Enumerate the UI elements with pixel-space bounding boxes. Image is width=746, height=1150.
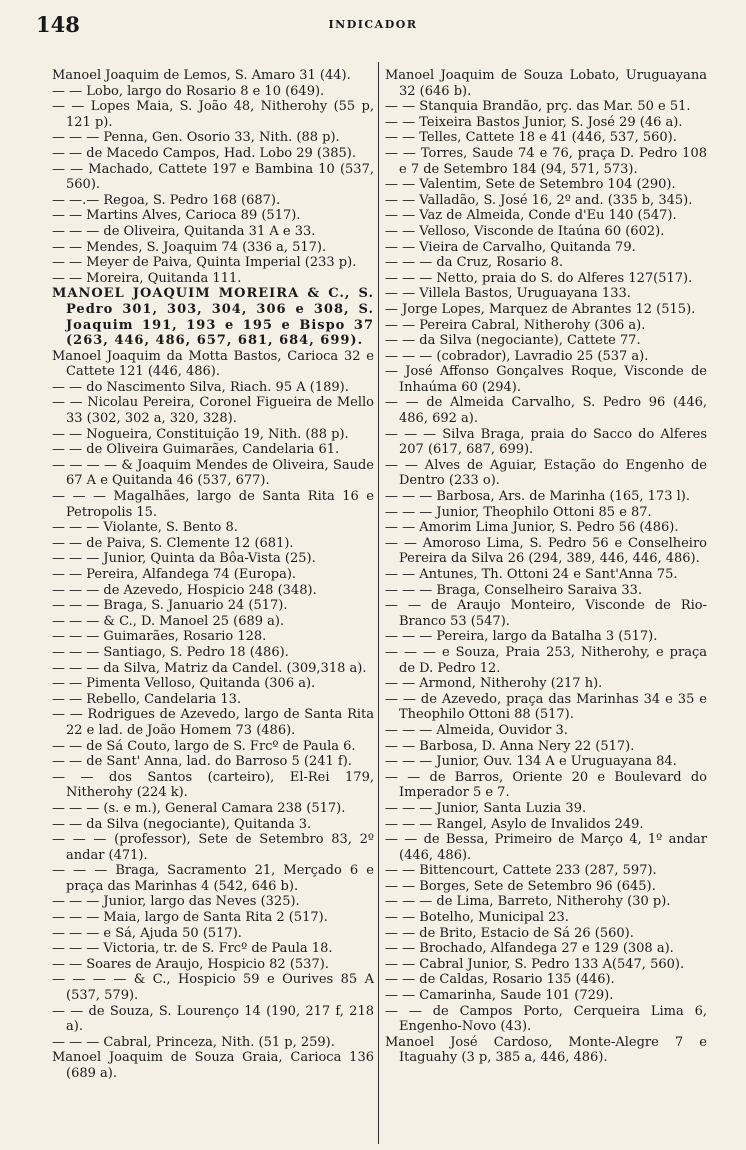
directory-entry: — — Amorim Lima Junior, S. Pedro 56 (486).	[385, 520, 679, 536]
directory-entry: — — — Junior, Ouv. 134 A e Uruguayana 84.	[385, 754, 677, 770]
directory-entry: — — — — & C., Hospicio 59 e Ourives 85 A (537, 579).	[52, 972, 374, 1004]
directory-entry: — — Nicolau Pereira, Coronel Figueira de Mello 33 (302, 302 a, 320, 328).	[52, 395, 374, 427]
directory-entry: — — de Paiva, S. Clemente 12 (681).	[52, 535, 294, 551]
directory-entry: — — Teixeira Bastos Junior, S. José 29 (46 a).	[385, 114, 683, 130]
directory-entry: — — — Penna, Gen. Osorio 33, Nith. (88 p).	[52, 130, 340, 146]
directory-entry: Manoel Joaquim de Souza Lobato, Uruguayana 32 (646 b).	[385, 68, 707, 99]
directory-entry: Manoel Joaquim de Lemos, S. Amaro 31 (44).	[52, 68, 351, 83]
running-title: INDICADOR	[328, 18, 418, 31]
directory-entry: — — Meyer de Paiva, Quinta Imperial (233 p).	[52, 255, 357, 271]
directory-entry: — — — Violante, S. Bento 8.	[52, 520, 238, 536]
left-column	[52, 68, 374, 1082]
directory-entry: — — — da Cruz, Rosario 8.	[385, 255, 564, 271]
directory-entry: — — Camarinha, Saude 101 (729).	[385, 988, 614, 1004]
right-column	[385, 68, 707, 1066]
directory-entry: — — — Junior, Santa Luzia 39.	[385, 800, 587, 816]
directory-entry: — — — Braga, Conselheiro Saraiva 33.	[385, 582, 642, 598]
directory-entry: — — Lobo, largo do Rosario 8 e 10 (649).	[52, 83, 325, 99]
directory-entry: — — Velloso, Visconde de Itaúna 60 (602).	[385, 223, 665, 239]
directory-entry: — — de Oliveira Guimarães, Candelaria 61.	[52, 442, 340, 458]
directory-entry: — — Amoroso Lima, S. Pedro 56 e Conselheiro Pereira da Silva 26 (294, 389, 446, 446, 486).	[385, 535, 707, 567]
directory-entry: — — Moreira, Quitanda 111.	[52, 270, 242, 286]
directory-entry: — — da Silva (negociante), Quitanda 3.	[52, 816, 312, 832]
directory-entry: — — Rodrigues de Azevedo, largo de Santa Rita 22 e lad. de João Homem 73 (486).	[52, 707, 374, 738]
directory-entry: — — de Azevedo, praça das Marinhas 34 e 35 e Theophilo Ottoni 88 (517).	[385, 691, 707, 723]
directory-entry: — — — Braga, S. Januario 24 (517).	[52, 598, 288, 614]
directory-entry: Manoel Joaquim de Souza Graia, Carioca 136 (689 a).	[52, 1050, 374, 1081]
directory-entry: — — de Souza, S. Lourenço 14 (190, 217 f, 218 a).	[52, 1003, 374, 1035]
directory-entry: — — Soares de Araujo, Hospicio 82 (537).	[52, 956, 329, 972]
directory-entry: — — — Braga, Sacramento 21, Merçado 6 e praça das Marinhas 4 (542, 646 b).	[52, 863, 374, 894]
directory-entry: — — — Almeida, Ouvidor 3.	[385, 722, 568, 738]
directory-entry: MANOEL JOAQUIM MOREIRA & C., S. Pedro 301, 303, 304, 306 e 308, S. Joaquim 191, 193 e 195 e Bispo 37 (263, 446, 486, 657, 681, 684, 699).	[52, 286, 374, 349]
directory-entry: — — Brochado, Alfandega 27 e 129 (308 a).	[385, 941, 674, 957]
directory-entry: — José Affonso Gonçalves Roque, Visconde de Inhaúma 60 (294).	[385, 364, 707, 395]
directory-entry: — — Botelho, Municipal 23.	[385, 910, 569, 926]
directory-entry: — — — & C., D. Manoel 25 (689 a).	[52, 613, 285, 629]
directory-entry: — — — Guimarães, Rosario 128.	[52, 629, 267, 645]
directory-entry: — — Borges, Sete de Setembro 96 (645).	[385, 878, 656, 894]
directory-entry: — — Villela Bastos, Uruguayana 133.	[385, 286, 631, 302]
directory-entry: — — Martins Alves, Carioca 89 (517).	[52, 208, 301, 224]
directory-entry: — — — Magalhães, largo de Santa Rita 16 e Petropolis 15.	[52, 489, 374, 520]
directory-entry: — — de Bessa, Primeiro de Março 4, 1º andar (446, 486).	[385, 832, 707, 863]
directory-entry: — —.— Regoa, S. Pedro 168 (687).	[52, 192, 281, 208]
directory-entry: — — Torres, Saude 74 e 76, praça D. Pedro 108 e 7 de Setembro 184 (94, 571, 573).	[385, 145, 707, 177]
directory-entry: — — do Nascimento Silva, Riach. 95 A (189).	[52, 379, 349, 395]
directory-entry: — — Pereira Cabral, Nitherohy (306 a).	[385, 317, 646, 333]
directory-entry: — — de Sant' Anna, lad. do Barroso 5 (241 f).	[52, 754, 352, 770]
directory-entry: — — de Campos Porto, Cerqueira Lima 6, Engenho-Novo (43).	[385, 1003, 707, 1035]
directory-entry: — — — Junior, Quinta da Bôa-Vista (25).	[52, 551, 316, 567]
directory-entry: — — Alves de Aguiar, Estação do Engenho de Dentro (233 o).	[385, 457, 707, 489]
directory-entry: — — — da Silva, Matriz da Candel. (309,318 a).	[52, 660, 367, 676]
directory-entry: — — — Barbosa, Ars. de Marinha (165, 173 l).	[385, 489, 690, 505]
directory-entry: — — — de Oliveira, Quitanda 31 A e 33.	[52, 223, 316, 239]
directory-entry: Manoel José Cardoso, Monte-Alegre 7 e Itaguahy (3 p, 385 a, 446, 486).	[385, 1034, 707, 1066]
directory-entry: — — Vaz de Almeida, Conde d'Eu 140 (547).	[385, 208, 677, 224]
directory-entry: — — Valentim, Sete de Setembro 104 (290).	[385, 177, 676, 193]
directory-entry: — — — Santiago, S. Pedro 18 (486).	[52, 644, 289, 660]
directory-entry: — — — — & Joaquim Mendes de Oliveira, Saude 67 A e Quitanda 46 (537, 677).	[52, 457, 374, 489]
directory-entry: — Jorge Lopes, Marquez de Abrantes 12 (515).	[385, 301, 696, 317]
directory-entry: — — — (professor), Sete de Setembro 83, 2º andar (471).	[52, 832, 374, 863]
directory-entry: — — Pereira, Alfandega 74 (Europa).	[52, 567, 297, 582]
page-number: 148	[36, 12, 80, 37]
directory-entry: — — — Junior, largo das Neves (325).	[52, 894, 300, 910]
directory-entry: — — Machado, Cattete 197 e Bambina 10 (537, 560).	[52, 161, 374, 193]
directory-entry: — — — Cabral, Princeza, Nith. (51 p, 259).	[52, 1034, 335, 1050]
directory-entry: — — Armond, Nitherohy (217 h).	[385, 676, 603, 692]
directory-entry: — — — Netto, praia do S. do Alferes 127(517).	[385, 270, 693, 286]
directory-entry: — — Pimenta Velloso, Quitanda (306 a).	[52, 676, 316, 692]
directory-entry: — — — de Lima, Barreto, Nitherohy (30 p).	[385, 894, 671, 910]
directory-entry: — — de Sá Couto, largo de S. Frcº de Paula 6.	[52, 738, 356, 754]
directory-entry: — — Nogueira, Constituição 19, Nith. (88 p).	[52, 426, 349, 442]
column-divider	[378, 62, 379, 1144]
directory-entry: — — — Silva Braga, praia do Sacco do Alferes 207 (617, 687, 699).	[385, 426, 707, 458]
page-header	[0, 0, 746, 50]
directory-entry: — — — Junior, Theophilo Ottoni 85 e 87.	[385, 504, 652, 520]
directory-entry: — — — Pereira, largo da Batalha 3 (517).	[385, 629, 658, 645]
directory-entry: — — — de Azevedo, Hospicio 248 (348).	[52, 582, 317, 598]
directory-entry: — — Vieira de Carvalho, Quitanda 79.	[385, 239, 636, 255]
directory-entry: — — Stanquia Brandão, prç. das Mar. 50 e 51.	[385, 99, 691, 115]
directory-entry: — — — Maia, largo de Santa Rita 2 (517).	[52, 910, 328, 926]
directory-entry: — — Cabral Junior, S. Pedro 133 A(547, 560).	[385, 956, 685, 972]
directory-entry: — — da Silva (negociante), Cattete 77.	[385, 333, 641, 349]
directory-entry: — — Valladão, S. José 16, 2º and. (335 b, 345).	[385, 192, 693, 208]
directory-entry: — — Telles, Cattete 18 e 41 (446, 537, 560).	[385, 130, 677, 146]
directory-entry: — — de Caldas, Rosario 135 (446).	[385, 972, 615, 988]
directory-entry: — — de Brito, Estacio de Sá 26 (560).	[385, 925, 634, 941]
directory-entry: — — Lopes Maia, S. João 48, Nitherohy (55 p, 121 p).	[52, 99, 374, 130]
directory-entry: Manoel Joaquim da Motta Bastos, Carioca 32 e Cattete 121 (446, 486).	[52, 348, 374, 380]
directory-entry: — — — e Souza, Praia 253, Nitherohy, e praça de D. Pedro 12.	[385, 644, 707, 676]
directory-entry: — — de Almeida Carvalho, S. Pedro 96 (446, 486, 692 a).	[385, 395, 707, 427]
directory-entry: — — Antunes, Th. Ottoni 24 e Sant'Anna 75.	[385, 567, 678, 582]
directory-entry: — — Mendes, S. Joaquim 74 (336 a, 517).	[52, 239, 327, 255]
directory-entry: — — dos Santos (carteiro), El-Rei 179, Nitherohy (224 k).	[52, 769, 374, 801]
directory-entry: — — Rebello, Candelaria 13.	[52, 691, 242, 707]
directory-entry: — — de Araujo Monteiro, Visconde de Rio-Branco 53 (547).	[385, 598, 707, 629]
directory-entry: — — Barbosa, D. Anna Nery 22 (517).	[385, 738, 635, 754]
directory-entry: — — Bittencourt, Cattete 233 (287, 597).	[385, 863, 657, 879]
directory-entry: — — — Victoria, tr. de S. Frcº de Paula 18.	[52, 941, 333, 957]
directory-entry: — — de Barros, Oriente 20 e Boulevard do Imperador 5 e 7.	[385, 769, 707, 801]
directory-entry: — — — (cobrador), Lavradio 25 (537 a).	[385, 348, 649, 364]
directory-entry: — — — Rangel, Asylo de Invalidos 249.	[385, 816, 644, 832]
directory-entry: — — — (s. e m.), General Camara 238 (517).	[52, 800, 346, 816]
directory-entry: — — — e Sá, Ajuda 50 (517).	[52, 925, 242, 941]
directory-entry: — — de Macedo Campos, Had. Lobo 29 (385).	[52, 145, 357, 161]
